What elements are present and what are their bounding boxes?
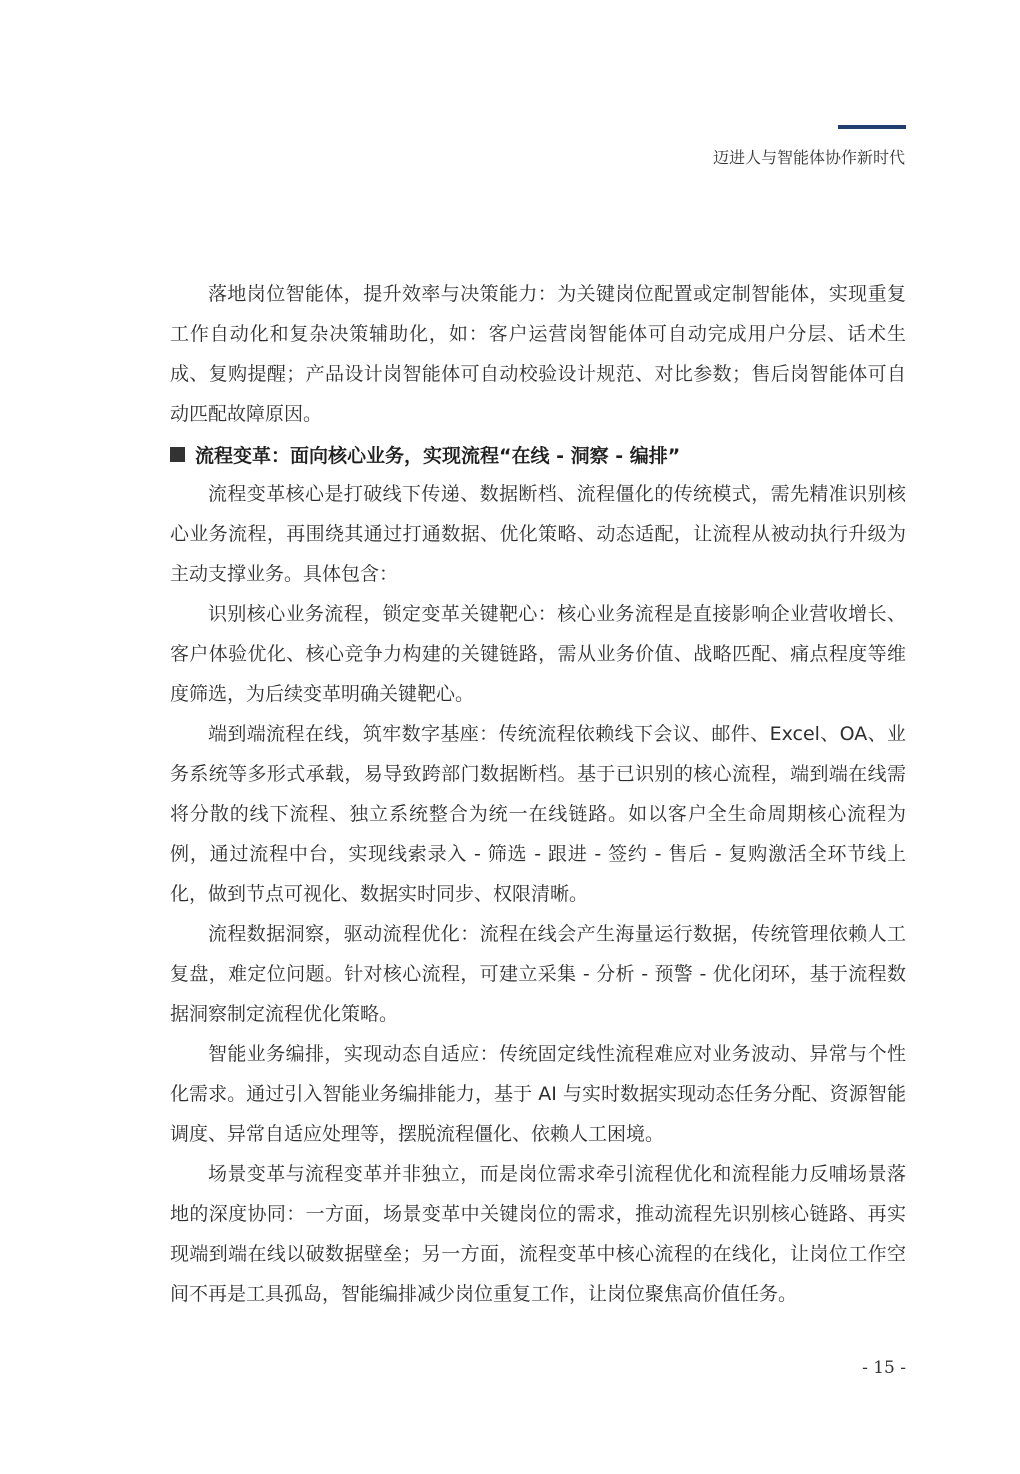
header-accent-line [838,125,906,129]
paragraph-identify-core-process: 识别核心业务流程，锁定变革关键靶心：核心业务流程是直接影响企业营收增长、客户体验优化、核心竞争力构建的关键链路，需从业务价值、战略匹配、痛点程度等维度筛选，为后续变革明确关键靶心。 [170,603,906,705]
paragraph-intelligent-orchestration: 智能业务编排，实现动态自适应：传统固定线性流程难应对业务波动、异常与个性化需求。通过引入智能业务编排能力，基于 AI 与实时数据实现动态任务分配、资源智能调度、异常自适应处理等，摆脱流程僵化、依赖人工困境。 [170,1043,906,1145]
paragraph-scene-process-synergy: 场景变革与流程变革并非独立，而是岗位需求牵引流程优化和流程能力反哺场景落地的深度协同：一方面，场景变革中关键岗位的需求，推动流程先识别核心链路、再实现端到端在线以破数据壁垒；另一方面，流程变革中核心流程的在线化，让岗位工作空间不再是工具孤岛，智能编排减少岗位重复工作，让岗位聚焦高价值任务。 [170,1163,906,1305]
page-number: - 15 - [862,1358,906,1378]
section-heading-process-reform [170,434,906,474]
paragraph-process-data-insight: 流程数据洞察，驱动流程优化：流程在线会产生海量运行数据，传统管理依赖人工复盘，难定位问题。针对核心流程，可建立采集 - 分析 - 预警 - 优化闭环，基于流程数据洞察制定流程优化策略。 [170,923,906,1025]
square-bullet-icon [170,447,185,462]
section-heading-text: 流程变革：面向核心业务，实现流程“在线 - 洞察 - 编排” [195,444,681,467]
paragraph-process-reform-core: 流程变革核心是打破线下传递、数据断档、流程僵化的传统模式，需先精准识别核心业务流程，再围绕其通过打通数据、优化策略、动态适配，让流程从被动执行升级为主动支撑业务。具体包含： [170,483,906,585]
paragraph-post-intelligent-agent: 落地岗位智能体，提升效率与决策能力：为关键岗位配置或定制智能体，实现重复工作自动化和复杂决策辅助化，如：客户运营岗智能体可自动完成用户分层、话术生成、复购提醒；产品设计岗智能体可自动校验设计规范、对比参数；售后岗智能体可自动匹配故障原因。 [170,283,906,425]
main-content [170,274,906,1314]
header-title: 迈进人与智能体协作新时代 [712,148,905,167]
paragraph-end-to-end-online: 端到端流程在线，筑牢数字基座：传统流程依赖线下会议、邮件、Excel、OA、业务系统等多形式承载，易导致跨部门数据断档。基于已识别的核心流程，端到端在线需将分散的线下流程、独立系统整合为统一在线链路。如以客户全生命周期核心流程为例，通过流程中台，实现线索录入 - 筛选 - 跟进 - 签约 - 售后 - 复购激活全环节线上化，做到节点可视化、数据实时同步、权限清晰。 [170,723,906,905]
